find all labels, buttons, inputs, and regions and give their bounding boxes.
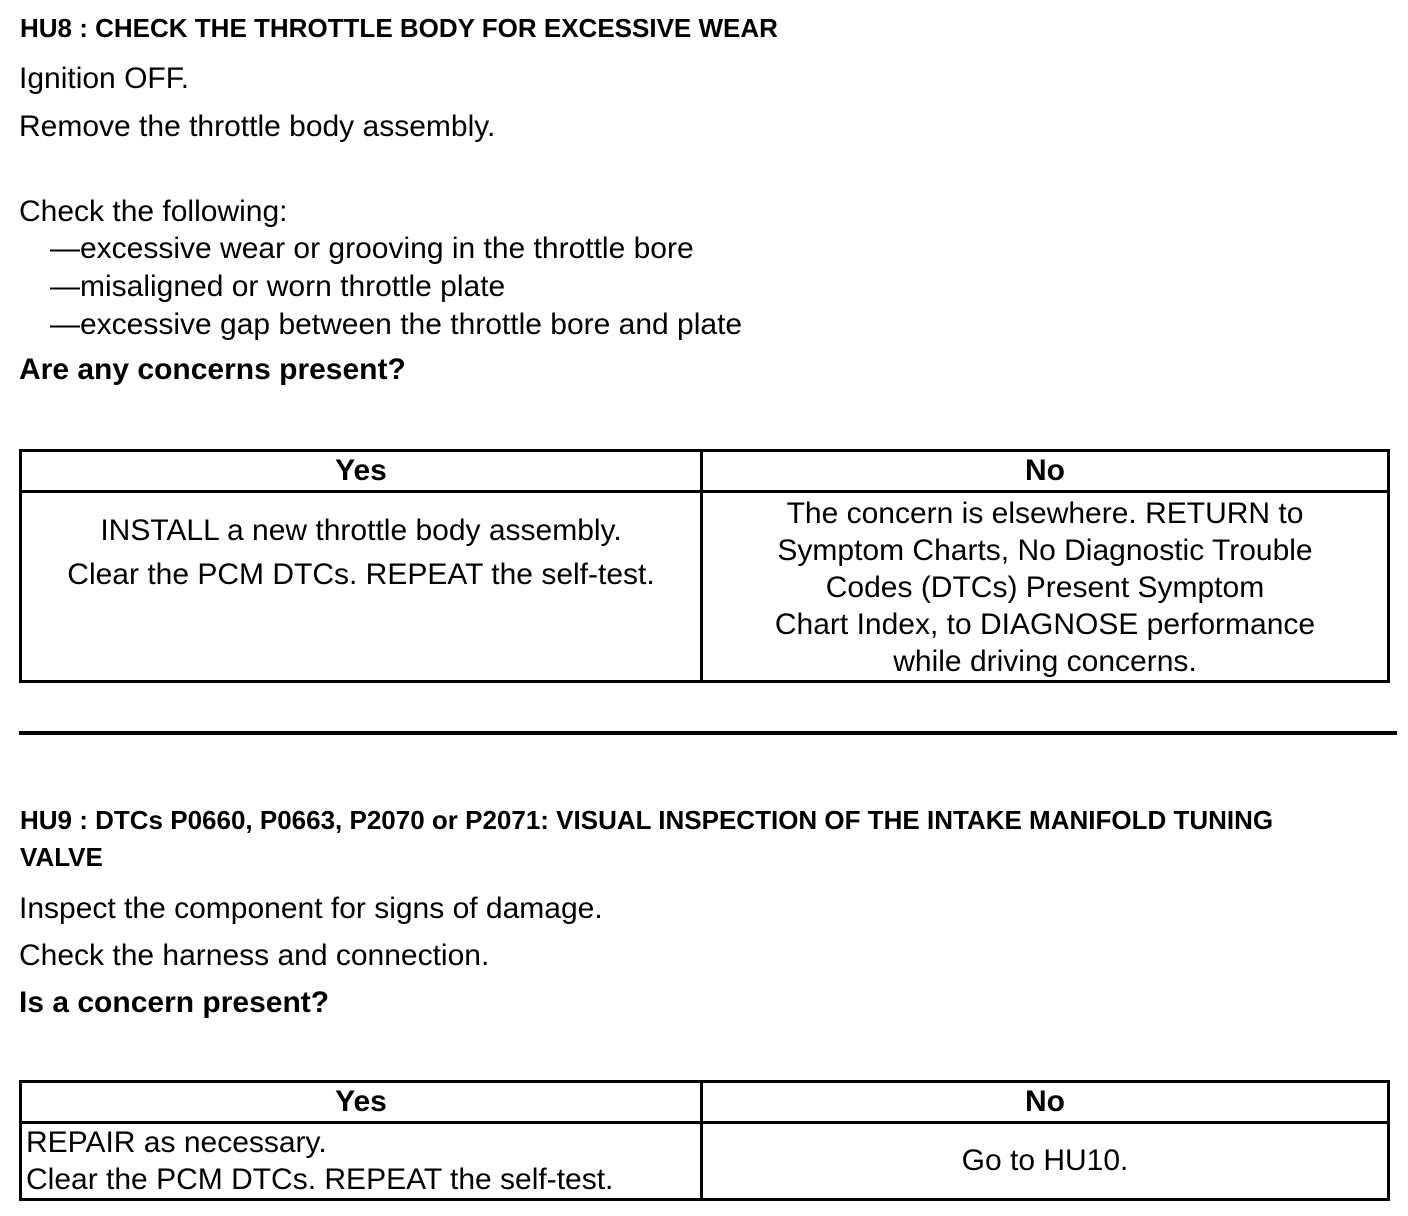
hu9-yes-line: Clear the PCM DTCs. REPEAT the self-test.: [26, 1163, 614, 1196]
hu8-no-line: Symptom Charts, No Diagnostic Trouble: [777, 534, 1313, 567]
hu9-yes-header: Yes: [21, 1082, 702, 1123]
hu9-yes-cell: [21, 1123, 702, 1200]
hu8-yes-line: Clear the PCM DTCs. REPEAT the self-test.: [67, 558, 655, 591]
hu8-step-ignition: Ignition OFF.: [19, 62, 190, 95]
section-divider: [19, 731, 1397, 735]
hu8-no-line: while driving concerns.: [893, 645, 1197, 678]
hu8-title: HU8 : CHECK THE THROTTLE BODY FOR EXCESSIVE WEAR: [20, 13, 778, 43]
hu9-step-harness: Check the harness and connection.: [19, 939, 490, 972]
hu8-check-item: —excessive wear or grooving in the throttle bore: [50, 232, 694, 265]
hu9-title-cont: VALVE: [20, 842, 103, 872]
hu9-step-inspect: Inspect the component for signs of damage.: [19, 892, 603, 925]
hu8-yes-line: INSTALL a new throttle body assembly.: [100, 514, 622, 547]
hu8-yes-header: Yes: [21, 451, 702, 492]
hu8-step-remove: Remove the throttle body assembly.: [19, 110, 496, 143]
hu8-check-item: —excessive gap between the throttle bore and plate: [50, 308, 743, 341]
hu8-check-intro: Check the following:: [19, 195, 288, 228]
hu8-check-item: —misaligned or worn throttle plate: [50, 270, 506, 303]
hu9-no-header: No: [702, 1082, 1389, 1123]
hu9-question: Is a concern present?: [19, 986, 330, 1019]
hu8-yes-cell: [21, 492, 702, 682]
hu8-no-line: Codes (DTCs) Present Symptom: [825, 571, 1265, 604]
hu8-question: Are any concerns present?: [19, 353, 406, 386]
hu8-no-header: No: [702, 451, 1389, 492]
hu9-title: HU9 : DTCs P0660, P0663, P2070 or P2071: VISUAL INSPECTION OF THE INTAKE MANIFOLD TUNING: [20, 805, 1274, 835]
hu9-answer-table: [19, 1080, 1390, 1201]
hu8-answer-table: [19, 449, 1390, 683]
hu8-no-line: The concern is elsewhere. RETURN to: [786, 497, 1304, 530]
hu9-no-cell: Go to HU10.: [702, 1123, 1389, 1200]
hu8-no-cell: [702, 492, 1389, 682]
hu8-no-line: Chart Index, to DIAGNOSE performance: [774, 608, 1316, 641]
hu9-yes-line: REPAIR as necessary.: [26, 1126, 327, 1159]
